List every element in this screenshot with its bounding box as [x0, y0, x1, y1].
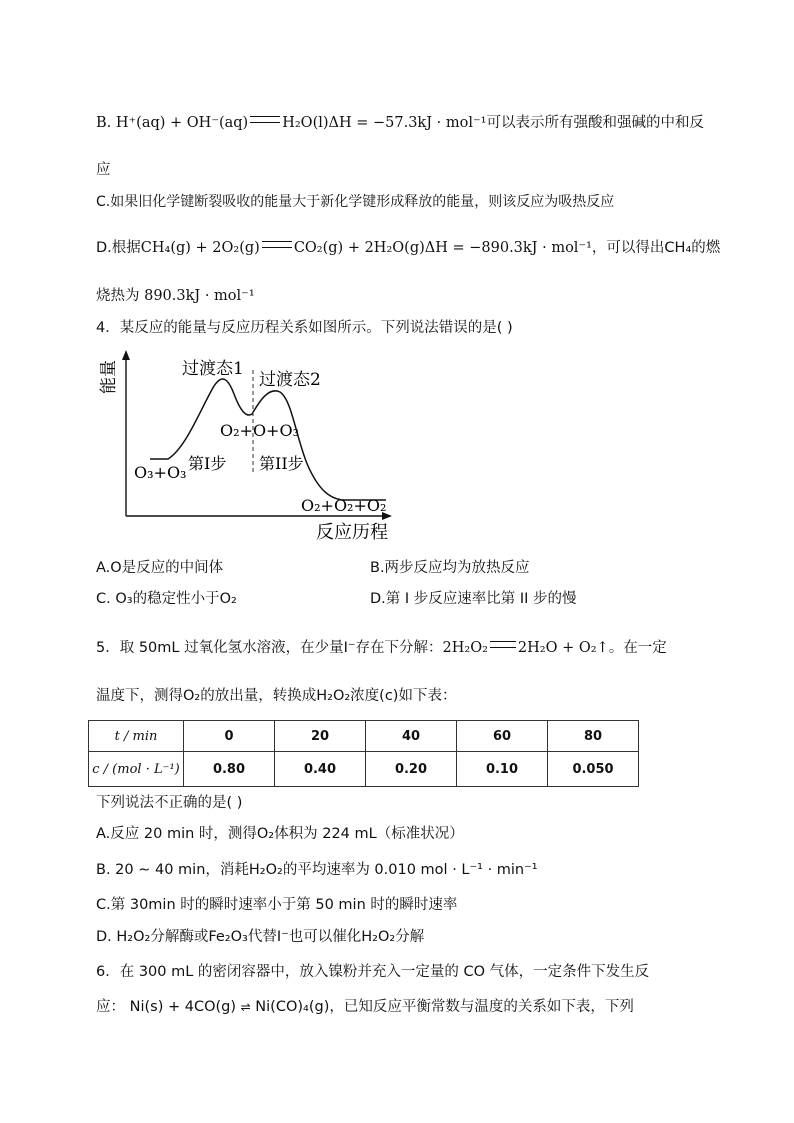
q4-option-c: C. O₃的稳定性小于O₂	[96, 591, 237, 607]
stem-text: 。在一定	[608, 640, 667, 656]
table-cell: 40	[366, 721, 457, 752]
equation-right: H₂O(l)ΔH = −57.3kJ · mol⁻¹	[282, 115, 487, 131]
q5-option-b: B. 20 ∼ 40 min，消耗H₂O₂的平均速率为 0.010 mol · L⁻¹ · min⁻¹	[96, 862, 538, 878]
y-axis-arrow	[122, 350, 130, 360]
q3-option-c: C.如果旧化学键断裂吸收的能量大于新化学键形成释放的能量，则该反应为吸热反应	[96, 194, 615, 210]
q5-option-a: A.反应 20 min 时，测得O₂体积为 224 mL（标准状况）	[96, 826, 464, 842]
equation-left: H⁺(aq) + OH⁻(aq)	[115, 115, 249, 131]
stem-text: 5．取 50mL 过氧化氢水溶液，在少量I⁻存在下分解：	[96, 640, 443, 656]
table-cell: 0.80	[184, 752, 275, 787]
ts1-label: 过渡态1	[182, 359, 244, 379]
q4-option-d: D.第 I 步反应速率比第 II 步的慢	[370, 591, 577, 607]
q6-stem: 6．在 300 mL 的密闭容器中，放入镍粉并充入一定量的 CO 气体，一定条件下发生反	[96, 964, 650, 980]
x-axis-label: 反应历程	[316, 522, 388, 543]
q5-option-c: C.第 30min 时的瞬时速率小于第 50 min 时的瞬时速率	[96, 897, 458, 913]
table-row	[89, 721, 639, 752]
q6-stem-cont	[96, 997, 634, 1017]
intermediate-label: O₂+O+O₃	[220, 421, 299, 440]
q4-option-a: A.O是反应的中间体	[96, 560, 224, 576]
q5-stem-cont: 温度下，测得O₂的放出量，转换成H₂O₂浓度(c)如下表：	[96, 688, 457, 704]
y-axis-label: 能量	[99, 360, 119, 394]
equals-sign	[262, 241, 292, 248]
q3-option-b-cont: 应	[96, 162, 111, 178]
table-cell: 20	[275, 721, 366, 752]
q3-option-d-cont: 烧热为 890.3kJ · mol⁻¹	[96, 288, 255, 304]
table-cell: 0.050	[548, 752, 639, 787]
q3-option-b	[96, 113, 704, 133]
option-label: D.根据	[96, 240, 141, 256]
table-cell: 0.40	[275, 752, 366, 787]
step2-label: 第II步	[259, 454, 304, 473]
products-label: O₂+O₂+O₂	[301, 496, 387, 515]
table-cell: 0.20	[366, 752, 457, 787]
option-text: 可以表示所有强酸和强碱的中和反	[486, 115, 704, 131]
step1-label: 第I步	[188, 454, 227, 473]
q5-after-table: 下列说法不正确的是( )	[96, 795, 243, 811]
table-cell: 0.10	[457, 752, 548, 787]
q3-option-d	[96, 238, 720, 258]
q5-option-d: D. H₂O₂分解酶或Fe₂O₃代替I⁻也可以催化H₂O₂分解	[96, 929, 425, 945]
option-text: ，可以得出CH₄的燃	[591, 240, 721, 256]
reactants-label: O₃+O₃	[134, 463, 187, 482]
stem-text: Ni(CO)₄(g)，已知反应平衡常数与温度的关系如下表，下列	[255, 999, 634, 1015]
table-cell: 60	[457, 721, 548, 752]
equilibrium-arrow-icon: ⇌	[240, 1000, 251, 1014]
table-header-concentration: c / (mol · L⁻¹)	[89, 752, 184, 787]
equation-left: 2H₂O₂	[442, 640, 488, 656]
table-cell: 80	[548, 721, 639, 752]
table-header-time: t / min	[89, 721, 184, 752]
equals-sign	[250, 116, 280, 123]
concentration-table	[88, 720, 639, 787]
energy-profile-diagram	[96, 348, 396, 548]
table-row	[89, 752, 639, 787]
q5-stem	[96, 638, 667, 658]
option-label: B.	[96, 115, 112, 131]
q4-stem: 4．某反应的能量与反应历程关系如图所示。下列说法错误的是( )	[96, 320, 513, 336]
equation-right: 2H₂O + O₂↑	[517, 640, 609, 656]
q4-option-b: B.两步反应均为放热反应	[370, 560, 530, 576]
table-cell: 0	[184, 721, 275, 752]
equals-sign	[490, 641, 516, 648]
ts2-label: 过渡态2	[259, 370, 321, 390]
equation-left: CH₄(g) + 2O₂(g)	[140, 240, 260, 256]
equation-right: CO₂(g) + 2H₂O(g)ΔH = −890.3kJ · mol⁻¹	[293, 240, 592, 256]
stem-text: 应： Ni(s) + 4CO(g)	[96, 999, 237, 1015]
